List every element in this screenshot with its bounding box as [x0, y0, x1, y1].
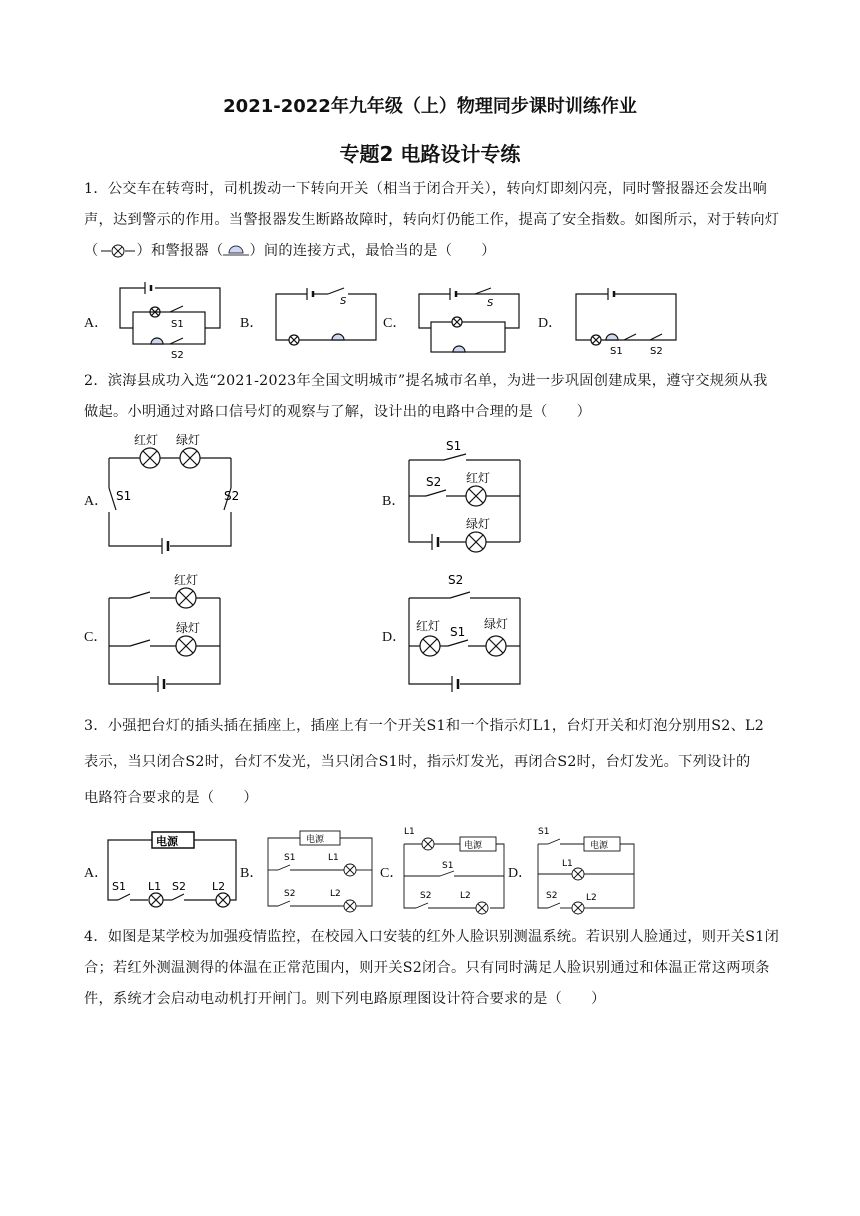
question-3-text: 3．小强把台灯的插头插在插座上，插座上有一个开关S1和一个指示灯L1，台灯开关和灯泡分别用S2、L2 表示，当只闭合S2时，台灯不发光，当只闭合S1时，指示灯发光，再闭合S2时，台灯发光。下列设计的 电路符合要求的是（ ）: [84, 718, 765, 806]
q2-circuit-b: [404, 440, 524, 558]
q1a-s1-label: S1: [171, 319, 184, 330]
q2d-s2-label: S2: [448, 573, 464, 587]
q1a-s2-label: S2: [171, 350, 184, 361]
q2-circuit-a: [104, 433, 244, 554]
q3-option-c[interactable]: C．: [380, 866, 404, 881]
q2b-red-label: 红灯: [466, 471, 491, 485]
q2b-s1-label: S1: [446, 439, 462, 453]
q2d-red-label: 红灯: [416, 619, 441, 633]
q3-circuit-c: [400, 826, 508, 912]
question-1-text: 1．公交车在转弯时，司机拨动一下转向开关（相当于闭合开关），转向灯即刻闪亮，同时警报器还会发出响声，达到警示的作用。当警报器发生断路故障时，转向灯仍能工作，提高了安全指数。如图所示，对于转向灯（ ）和警报器（ ）间的连接方式，最恰当的是（ ）: [84, 181, 780, 259]
q3c-l1-label: L1: [404, 827, 415, 837]
q2b-green-label: 绿灯: [466, 517, 491, 531]
q3a-s1-label: S1: [112, 880, 126, 893]
q1-option-b[interactable]: B．: [240, 316, 264, 331]
q2-circuit-c: [104, 574, 224, 692]
q3d-s2-label: S2: [546, 891, 558, 901]
q3b-s1-label: S1: [284, 853, 296, 863]
q2-option-a[interactable]: A．: [84, 494, 109, 509]
q1-circuit-b: [272, 282, 380, 344]
q3b-l1-label: L1: [328, 853, 339, 863]
q1d-s2-label: S2: [650, 346, 663, 357]
q3a-l1-label: L1: [148, 880, 162, 893]
page-title: 2021-2022年九年级（上）物理同步课时训练作业: [223, 96, 637, 117]
q2-circuit-d: [404, 572, 524, 692]
q2a-red-label: 红灯: [134, 433, 159, 447]
q1-circuit-c: [415, 282, 525, 356]
q1c-s-label: S: [487, 298, 494, 309]
question-4-text: 4．如图是某学校为加强疫情监控，在校园入口安装的红外人脸识别测温系统。若识别人脸通过，则开关S1闭合；若红外测温测得的体温在正常范围内，则开关S2闭合。只有同时满足人脸识别通过和体温正常这两项条件，系统才会启动电动机打开闸门。则下列电路原理图设计符合要求的是（ ）: [84, 929, 780, 1007]
q1-circuit-d: [572, 282, 680, 356]
q3d-l1-label: L1: [562, 859, 573, 869]
q2b-s2-label: S2: [426, 475, 442, 489]
q3c-s1-label: S1: [442, 861, 454, 871]
q3-option-d[interactable]: D．: [508, 866, 533, 881]
q3-circuit-b: [264, 828, 376, 912]
q3-circuit-a: [106, 828, 240, 910]
q3-option-b[interactable]: B．: [240, 866, 264, 881]
question-2-text: 2．滨海县成功入选“2021-2023年全国文明城市”提名城市名单，为进一步巩固创建成果，遵守交规须从我做起。小明通过对路口信号灯的观察与了解，设计出的电路中合理的是（ ）: [84, 373, 768, 420]
q3c-l2-label: L2: [460, 891, 471, 901]
q2c-red-label: 红灯: [174, 573, 199, 587]
q2c-green-label: 绿灯: [176, 621, 201, 635]
q1d-s1-label: S1: [610, 346, 623, 357]
q3b-power-label: 电源: [306, 835, 325, 845]
q3a-l2-label: L2: [212, 880, 226, 893]
q2a-s2-label: S2: [224, 489, 240, 503]
q2d-s1-label: S1: [450, 625, 466, 639]
alarm-symbol-icon: [223, 244, 249, 258]
q3c-s2-label: S2: [420, 891, 432, 901]
q3d-l2-label: L2: [586, 893, 597, 903]
q3b-l2-label: L2: [330, 889, 341, 899]
q3-circuit-d: [534, 826, 638, 912]
q1-option-c[interactable]: C．: [383, 316, 407, 331]
q2-option-d[interactable]: D．: [382, 630, 407, 645]
q1b-s-label: S: [340, 296, 347, 307]
q2-option-b[interactable]: B．: [382, 494, 406, 509]
q3a-s2-label: S2: [172, 880, 186, 893]
q1-option-a[interactable]: A．: [84, 316, 109, 331]
q2d-green-label: 绿灯: [484, 617, 509, 631]
q3d-s1-label: S1: [538, 827, 550, 837]
q2a-green-label: 绿灯: [176, 433, 201, 447]
q1-circuit-a: [115, 282, 235, 360]
q3d-power-label: 电源: [590, 841, 609, 851]
q3a-power-label: 电源: [156, 835, 178, 848]
q2a-s1-label: S1: [116, 489, 132, 503]
q3b-s2-label: S2: [284, 889, 296, 899]
section-subtitle: 专题2 电路设计专练: [339, 142, 521, 166]
q1-option-d[interactable]: D．: [538, 316, 563, 331]
q3c-power-label: 电源: [464, 841, 483, 851]
lamp-symbol-icon: [99, 244, 137, 258]
q3-option-a[interactable]: A．: [84, 866, 109, 881]
q2-option-c[interactable]: C．: [84, 630, 108, 645]
